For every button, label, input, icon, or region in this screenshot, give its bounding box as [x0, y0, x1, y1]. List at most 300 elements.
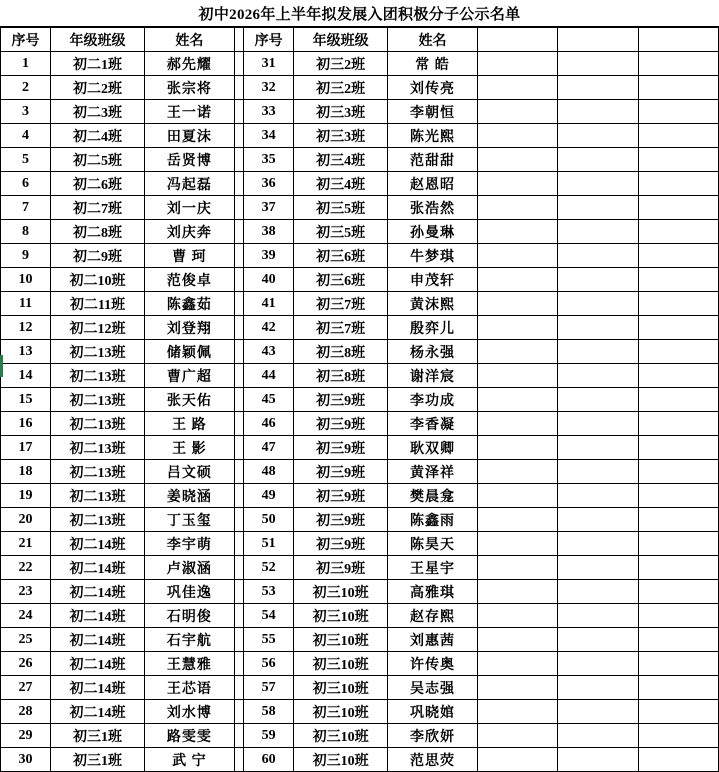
table-row[interactable] [1, 436, 719, 460]
cell-class-right[interactable]: 初三9班 [294, 436, 388, 460]
empty-cell-3[interactable] [638, 652, 718, 676]
empty-cell-1[interactable] [477, 580, 557, 604]
cell-class-left[interactable]: 初二13班 [51, 388, 145, 412]
cell-class-left[interactable]: 初二8班 [51, 220, 145, 244]
cell-num-right[interactable]: 40 [244, 268, 294, 292]
table-row[interactable] [1, 388, 719, 412]
cell-num-left[interactable]: 18 [1, 460, 51, 484]
cell-class-right[interactable]: 初三10班 [294, 676, 388, 700]
cell-name-left[interactable]: 丁玉玺 [145, 508, 235, 532]
cell-num-left[interactable]: 8 [1, 220, 51, 244]
cell-name-left[interactable]: 郝先耀 [145, 52, 235, 76]
empty-cell-1[interactable] [477, 76, 557, 100]
cell-num-right[interactable]: 52 [244, 556, 294, 580]
cell-num-left[interactable]: 15 [1, 388, 51, 412]
table-row[interactable] [1, 340, 719, 364]
cell-num-left[interactable]: 20 [1, 508, 51, 532]
table-row[interactable] [1, 700, 719, 724]
cell-class-left[interactable]: 初二14班 [51, 700, 145, 724]
cell-name-right[interactable]: 刘惠茜 [388, 628, 478, 652]
cell-num-left[interactable]: 24 [1, 604, 51, 628]
cell-name-left[interactable]: 刘水博 [145, 700, 235, 724]
cell-name-left[interactable]: 王慧雅 [145, 652, 235, 676]
table-row[interactable] [1, 148, 719, 172]
cell-num-right[interactable]: 36 [244, 172, 294, 196]
empty-cell-1[interactable] [477, 268, 557, 292]
cell-class-left[interactable]: 初二11班 [51, 292, 145, 316]
cell-class-right[interactable]: 初三9班 [294, 532, 388, 556]
cell-name-left[interactable]: 路雯雯 [145, 724, 235, 748]
cell-class-left[interactable]: 初二2班 [51, 76, 145, 100]
empty-cell-1[interactable] [477, 220, 557, 244]
cell-class-left[interactable]: 初二3班 [51, 100, 145, 124]
cell-name-right[interactable]: 张浩然 [388, 196, 478, 220]
empty-cell-3[interactable] [638, 388, 718, 412]
cell-num-left[interactable]: 29 [1, 724, 51, 748]
empty-cell-1[interactable] [477, 316, 557, 340]
empty-cell-3[interactable] [638, 292, 718, 316]
empty-cell-1[interactable] [477, 100, 557, 124]
cell-class-right[interactable]: 初三8班 [294, 364, 388, 388]
empty-cell-1[interactable] [477, 124, 557, 148]
cell-num-left[interactable]: 7 [1, 196, 51, 220]
cell-class-right[interactable]: 初三9班 [294, 388, 388, 412]
cell-class-right[interactable]: 初三6班 [294, 268, 388, 292]
cell-class-left[interactable]: 初二7班 [51, 196, 145, 220]
cell-name-left[interactable]: 刘登翔 [145, 316, 235, 340]
cell-num-left[interactable]: 9 [1, 244, 51, 268]
cell-class-right[interactable]: 初三4班 [294, 148, 388, 172]
empty-cell-1[interactable] [477, 652, 557, 676]
empty-cell-3[interactable] [638, 532, 718, 556]
empty-cell-3[interactable] [638, 508, 718, 532]
table-row[interactable] [1, 364, 719, 388]
empty-cell-3[interactable] [638, 700, 718, 724]
cell-num-right[interactable]: 50 [244, 508, 294, 532]
empty-cell-3[interactable] [638, 628, 718, 652]
cell-name-right[interactable]: 赵存熙 [388, 604, 478, 628]
cell-name-left[interactable]: 石明俊 [145, 604, 235, 628]
cell-num-left[interactable]: 28 [1, 700, 51, 724]
empty-cell-3[interactable] [638, 148, 718, 172]
empty-cell-2[interactable] [558, 268, 638, 292]
empty-cell-3[interactable] [638, 580, 718, 604]
empty-cell-3[interactable] [638, 268, 718, 292]
table-row[interactable] [1, 604, 719, 628]
empty-cell-2[interactable] [558, 52, 638, 76]
cell-name-left[interactable]: 冯起磊 [145, 172, 235, 196]
empty-cell-3[interactable] [638, 484, 718, 508]
empty-cell-2[interactable] [558, 292, 638, 316]
empty-cell-1[interactable] [477, 172, 557, 196]
empty-cell-1[interactable] [477, 556, 557, 580]
cell-num-right[interactable]: 47 [244, 436, 294, 460]
cell-class-left[interactable]: 初二14班 [51, 556, 145, 580]
empty-cell-3[interactable] [638, 52, 718, 76]
cell-class-right[interactable]: 初三5班 [294, 220, 388, 244]
table-row[interactable] [1, 268, 719, 292]
cell-name-right[interactable]: 谢洋宸 [388, 364, 478, 388]
cell-num-left[interactable]: 11 [1, 292, 51, 316]
empty-cell-3[interactable] [638, 100, 718, 124]
cell-name-right[interactable]: 耿双卿 [388, 436, 478, 460]
cell-num-right[interactable]: 56 [244, 652, 294, 676]
cell-name-left[interactable]: 田夏沫 [145, 124, 235, 148]
empty-cell-1[interactable] [477, 244, 557, 268]
cell-num-left[interactable]: 1 [1, 52, 51, 76]
cell-class-left[interactable]: 初二14班 [51, 652, 145, 676]
cell-name-right[interactable]: 范甜甜 [388, 148, 478, 172]
cell-num-left[interactable]: 12 [1, 316, 51, 340]
cell-name-right[interactable]: 巩晓婠 [388, 700, 478, 724]
empty-cell-2[interactable] [558, 580, 638, 604]
empty-cell-2[interactable] [558, 340, 638, 364]
cell-class-left[interactable]: 初三1班 [51, 748, 145, 772]
cell-num-left[interactable]: 13 [1, 340, 51, 364]
cell-class-right[interactable]: 初三8班 [294, 340, 388, 364]
table-row[interactable] [1, 724, 719, 748]
cell-class-left[interactable]: 初二13班 [51, 412, 145, 436]
empty-cell-3[interactable] [638, 460, 718, 484]
cell-num-right[interactable]: 51 [244, 532, 294, 556]
cell-num-left[interactable]: 3 [1, 100, 51, 124]
cell-class-left[interactable]: 初三1班 [51, 724, 145, 748]
cell-num-right[interactable]: 37 [244, 196, 294, 220]
table-row[interactable] [1, 76, 719, 100]
cell-name-right[interactable]: 杨永强 [388, 340, 478, 364]
empty-cell-2[interactable] [558, 244, 638, 268]
cell-num-right[interactable]: 41 [244, 292, 294, 316]
cell-class-right[interactable]: 初三9班 [294, 484, 388, 508]
cell-name-right[interactable]: 刘传亮 [388, 76, 478, 100]
table-row[interactable] [1, 124, 719, 148]
empty-cell-1[interactable] [477, 292, 557, 316]
empty-cell-1[interactable] [477, 604, 557, 628]
cell-name-right[interactable]: 常 皓 [388, 52, 478, 76]
empty-cell-1[interactable] [477, 748, 557, 772]
cell-name-left[interactable]: 刘一庆 [145, 196, 235, 220]
cell-class-right[interactable]: 初三3班 [294, 124, 388, 148]
empty-cell-1[interactable] [477, 364, 557, 388]
cell-num-right[interactable]: 59 [244, 724, 294, 748]
cell-class-right[interactable]: 初三9班 [294, 412, 388, 436]
cell-name-left[interactable]: 武 宁 [145, 748, 235, 772]
empty-cell-1[interactable] [477, 628, 557, 652]
cell-num-right[interactable]: 39 [244, 244, 294, 268]
empty-cell-3[interactable] [638, 364, 718, 388]
cell-name-left[interactable]: 李宇萌 [145, 532, 235, 556]
cell-class-right[interactable]: 初三7班 [294, 316, 388, 340]
table-row[interactable] [1, 580, 719, 604]
table-row[interactable] [1, 244, 719, 268]
table-row[interactable] [1, 220, 719, 244]
cell-name-right[interactable]: 范思荧 [388, 748, 478, 772]
empty-cell-1[interactable] [477, 436, 557, 460]
empty-cell-3[interactable] [638, 220, 718, 244]
cell-class-right[interactable]: 初三7班 [294, 292, 388, 316]
cell-num-right[interactable]: 55 [244, 628, 294, 652]
table-row[interactable] [1, 412, 719, 436]
empty-cell-2[interactable] [558, 100, 638, 124]
cell-class-right[interactable]: 初三9班 [294, 556, 388, 580]
cell-num-left[interactable]: 26 [1, 652, 51, 676]
empty-cell-1[interactable] [477, 484, 557, 508]
cell-class-left[interactable]: 初二9班 [51, 244, 145, 268]
empty-cell-3[interactable] [638, 724, 718, 748]
cell-class-left[interactable]: 初二5班 [51, 148, 145, 172]
cell-num-right[interactable]: 49 [244, 484, 294, 508]
empty-cell-2[interactable] [558, 508, 638, 532]
cell-name-right[interactable]: 李香凝 [388, 412, 478, 436]
cell-name-left[interactable]: 巩佳逸 [145, 580, 235, 604]
cell-class-left[interactable]: 初二4班 [51, 124, 145, 148]
cell-num-left[interactable]: 19 [1, 484, 51, 508]
empty-cell-2[interactable] [558, 436, 638, 460]
empty-cell-3[interactable] [638, 124, 718, 148]
cell-name-left[interactable]: 姜晓涵 [145, 484, 235, 508]
cell-class-right[interactable]: 初三10班 [294, 604, 388, 628]
cell-name-right[interactable]: 申茂轩 [388, 268, 478, 292]
empty-cell-3[interactable] [638, 436, 718, 460]
cell-name-right[interactable]: 孙曼琳 [388, 220, 478, 244]
cell-class-right[interactable]: 初三10班 [294, 700, 388, 724]
cell-name-right[interactable]: 赵恩昭 [388, 172, 478, 196]
empty-cell-2[interactable] [558, 76, 638, 100]
cell-name-right[interactable]: 樊晨龛 [388, 484, 478, 508]
table-row[interactable] [1, 52, 719, 76]
cell-class-right[interactable]: 初三10班 [294, 628, 388, 652]
cell-class-left[interactable]: 初二6班 [51, 172, 145, 196]
cell-name-right[interactable]: 殷弈儿 [388, 316, 478, 340]
empty-cell-1[interactable] [477, 508, 557, 532]
cell-class-left[interactable]: 初二14班 [51, 532, 145, 556]
cell-class-right[interactable]: 初三4班 [294, 172, 388, 196]
cell-num-left[interactable]: 10 [1, 268, 51, 292]
empty-cell-1[interactable] [477, 676, 557, 700]
empty-cell-2[interactable] [558, 388, 638, 412]
cell-class-left[interactable]: 初二14班 [51, 628, 145, 652]
cell-num-left[interactable]: 17 [1, 436, 51, 460]
cell-name-left[interactable]: 石宇航 [145, 628, 235, 652]
cell-num-left[interactable]: 14 [1, 364, 51, 388]
empty-cell-2[interactable] [558, 484, 638, 508]
empty-cell-2[interactable] [558, 628, 638, 652]
empty-cell-3[interactable] [638, 244, 718, 268]
empty-cell-1[interactable] [477, 340, 557, 364]
empty-cell-3[interactable] [638, 316, 718, 340]
empty-cell-2[interactable] [558, 460, 638, 484]
cell-class-right[interactable]: 初三2班 [294, 52, 388, 76]
cell-class-left[interactable]: 初二13班 [51, 340, 145, 364]
cell-class-left[interactable]: 初二13班 [51, 364, 145, 388]
cell-name-right[interactable]: 高雅琪 [388, 580, 478, 604]
table-row[interactable] [1, 292, 719, 316]
cell-class-left[interactable]: 初二14班 [51, 580, 145, 604]
cell-class-left[interactable]: 初二14班 [51, 604, 145, 628]
cell-num-right[interactable]: 42 [244, 316, 294, 340]
cell-class-left[interactable]: 初二10班 [51, 268, 145, 292]
empty-cell-2[interactable] [558, 124, 638, 148]
cell-name-left[interactable]: 王 影 [145, 436, 235, 460]
cell-num-right[interactable]: 58 [244, 700, 294, 724]
cell-num-right[interactable]: 43 [244, 340, 294, 364]
table-row[interactable] [1, 172, 719, 196]
cell-class-left[interactable]: 初二12班 [51, 316, 145, 340]
empty-cell-1[interactable] [477, 196, 557, 220]
cell-num-right[interactable]: 38 [244, 220, 294, 244]
empty-cell-2[interactable] [558, 196, 638, 220]
cell-num-left[interactable]: 6 [1, 172, 51, 196]
empty-cell-1[interactable] [477, 724, 557, 748]
cell-name-left[interactable]: 王一诺 [145, 100, 235, 124]
cell-class-left[interactable]: 初二13班 [51, 436, 145, 460]
cell-class-right[interactable]: 初三6班 [294, 244, 388, 268]
cell-num-left[interactable]: 2 [1, 76, 51, 100]
cell-name-left[interactable]: 曹广超 [145, 364, 235, 388]
cell-name-left[interactable]: 岳贤博 [145, 148, 235, 172]
empty-cell-3[interactable] [638, 172, 718, 196]
empty-cell-2[interactable] [558, 316, 638, 340]
empty-cell-3[interactable] [638, 604, 718, 628]
cell-num-right[interactable]: 46 [244, 412, 294, 436]
cell-num-right[interactable]: 53 [244, 580, 294, 604]
table-row[interactable] [1, 196, 719, 220]
empty-cell-2[interactable] [558, 604, 638, 628]
empty-cell-1[interactable] [477, 532, 557, 556]
empty-cell-2[interactable] [558, 220, 638, 244]
empty-cell-3[interactable] [638, 340, 718, 364]
table-row[interactable] [1, 484, 719, 508]
cell-name-right[interactable]: 李朝恒 [388, 100, 478, 124]
empty-cell-3[interactable] [638, 748, 718, 772]
empty-cell-2[interactable] [558, 412, 638, 436]
cell-class-right[interactable]: 初三3班 [294, 100, 388, 124]
table-row[interactable] [1, 508, 719, 532]
empty-cell-1[interactable] [477, 388, 557, 412]
cell-class-left[interactable]: 初二13班 [51, 460, 145, 484]
cell-name-left[interactable]: 吕文硕 [145, 460, 235, 484]
cell-num-right[interactable]: 35 [244, 148, 294, 172]
cell-class-left[interactable]: 初二14班 [51, 676, 145, 700]
cell-name-right[interactable]: 黄泽祥 [388, 460, 478, 484]
cell-name-left[interactable]: 刘庆奔 [145, 220, 235, 244]
empty-cell-1[interactable] [477, 460, 557, 484]
cell-num-right[interactable]: 44 [244, 364, 294, 388]
cell-name-right[interactable]: 李欣妍 [388, 724, 478, 748]
cell-class-right[interactable]: 初三9班 [294, 460, 388, 484]
cell-num-left[interactable]: 4 [1, 124, 51, 148]
empty-cell-1[interactable] [477, 148, 557, 172]
cell-name-left[interactable]: 陈鑫茹 [145, 292, 235, 316]
cell-class-left[interactable]: 初二13班 [51, 508, 145, 532]
cell-name-left[interactable]: 王芯语 [145, 676, 235, 700]
empty-cell-2[interactable] [558, 556, 638, 580]
cell-name-left[interactable]: 张宗将 [145, 76, 235, 100]
cell-num-left[interactable]: 23 [1, 580, 51, 604]
cell-class-right[interactable]: 初三10班 [294, 748, 388, 772]
empty-cell-2[interactable] [558, 748, 638, 772]
cell-class-right[interactable]: 初三10班 [294, 580, 388, 604]
cell-class-left[interactable]: 初二1班 [51, 52, 145, 76]
empty-cell-2[interactable] [558, 148, 638, 172]
table-row[interactable] [1, 532, 719, 556]
table-row[interactable] [1, 100, 719, 124]
empty-cell-3[interactable] [638, 76, 718, 100]
table-row[interactable] [1, 652, 719, 676]
cell-name-right[interactable]: 陈光熙 [388, 124, 478, 148]
cell-name-right[interactable]: 王星宇 [388, 556, 478, 580]
table-row[interactable] [1, 748, 719, 772]
empty-cell-1[interactable] [477, 412, 557, 436]
cell-name-right[interactable]: 李功成 [388, 388, 478, 412]
table-row[interactable] [1, 316, 719, 340]
cell-num-right[interactable]: 31 [244, 52, 294, 76]
empty-cell-2[interactable] [558, 676, 638, 700]
empty-cell-2[interactable] [558, 700, 638, 724]
cell-class-right[interactable]: 初三9班 [294, 508, 388, 532]
cell-name-left[interactable]: 卢淑涵 [145, 556, 235, 580]
cell-class-left[interactable]: 初二13班 [51, 484, 145, 508]
cell-num-left[interactable]: 27 [1, 676, 51, 700]
cell-name-left[interactable]: 曹 珂 [145, 244, 235, 268]
cell-class-right[interactable]: 初三5班 [294, 196, 388, 220]
cell-class-right[interactable]: 初三10班 [294, 652, 388, 676]
empty-cell-1[interactable] [477, 700, 557, 724]
cell-num-left[interactable]: 30 [1, 748, 51, 772]
table-row[interactable] [1, 556, 719, 580]
cell-num-right[interactable]: 45 [244, 388, 294, 412]
cell-num-right[interactable]: 33 [244, 100, 294, 124]
cell-name-left[interactable]: 王 路 [145, 412, 235, 436]
empty-cell-1[interactable] [477, 52, 557, 76]
cell-class-right[interactable]: 初三2班 [294, 76, 388, 100]
cell-name-right[interactable]: 许传奥 [388, 652, 478, 676]
cell-num-right[interactable]: 54 [244, 604, 294, 628]
cell-name-right[interactable]: 陈鑫雨 [388, 508, 478, 532]
empty-cell-3[interactable] [638, 412, 718, 436]
empty-cell-2[interactable] [558, 652, 638, 676]
table-row[interactable] [1, 460, 719, 484]
cell-class-right[interactable]: 初三10班 [294, 724, 388, 748]
cell-num-left[interactable]: 21 [1, 532, 51, 556]
cell-name-left[interactable]: 储颖佩 [145, 340, 235, 364]
table-row[interactable] [1, 676, 719, 700]
cell-num-right[interactable]: 48 [244, 460, 294, 484]
empty-cell-3[interactable] [638, 196, 718, 220]
cell-num-right[interactable]: 57 [244, 676, 294, 700]
empty-cell-2[interactable] [558, 724, 638, 748]
cell-name-right[interactable]: 黄沫熙 [388, 292, 478, 316]
cell-name-left[interactable]: 范俊卓 [145, 268, 235, 292]
cell-num-left[interactable]: 25 [1, 628, 51, 652]
empty-cell-3[interactable] [638, 676, 718, 700]
empty-cell-2[interactable] [558, 532, 638, 556]
cell-num-left[interactable]: 22 [1, 556, 51, 580]
cell-num-right[interactable]: 34 [244, 124, 294, 148]
cell-num-left[interactable]: 16 [1, 412, 51, 436]
empty-cell-2[interactable] [558, 364, 638, 388]
cell-num-right[interactable]: 32 [244, 76, 294, 100]
cell-num-right[interactable]: 60 [244, 748, 294, 772]
table-row[interactable] [1, 628, 719, 652]
cell-num-left[interactable]: 5 [1, 148, 51, 172]
cell-name-left[interactable]: 张天佑 [145, 388, 235, 412]
empty-cell-3[interactable] [638, 556, 718, 580]
cell-name-right[interactable]: 牛梦琪 [388, 244, 478, 268]
empty-cell-2[interactable] [558, 172, 638, 196]
cell-name-right[interactable]: 陈昊天 [388, 532, 478, 556]
cell-name-right[interactable]: 吴志强 [388, 676, 478, 700]
